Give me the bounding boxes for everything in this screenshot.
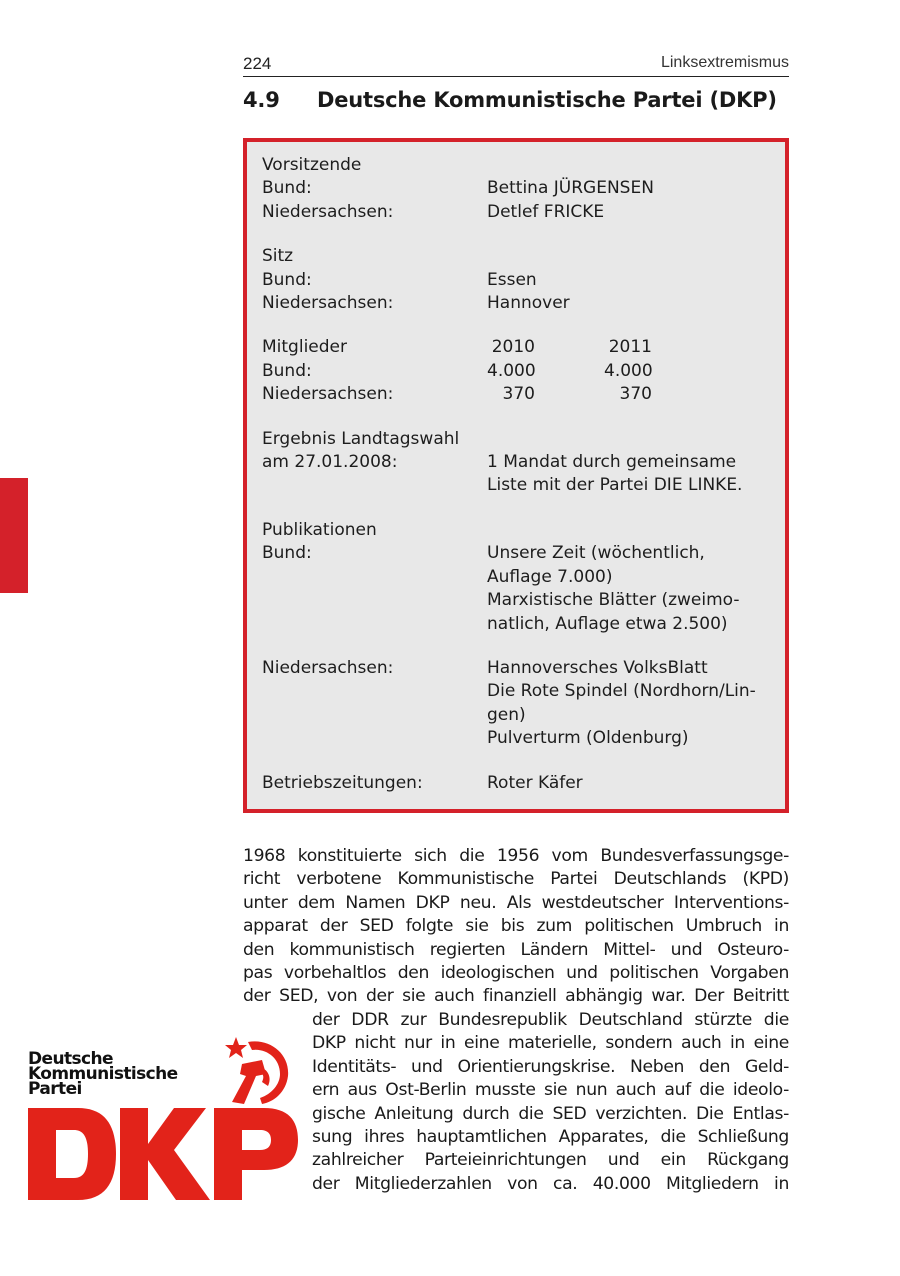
text-line: Identitäts- und Orientierungskrise. Neben den Geld- bbox=[312, 1056, 789, 1077]
row-value: Essen bbox=[487, 269, 537, 290]
page-header bbox=[243, 52, 789, 77]
publication-line: Auflage 7.000) bbox=[487, 566, 613, 587]
company-papers-row bbox=[262, 772, 775, 795]
text-line: pas vorbehaltlos den ideologischen und politischen Vorgaben bbox=[243, 962, 789, 983]
text-line: DKP nicht nur in eine materielle, sondern auch in eine bbox=[312, 1033, 789, 1054]
text-line: unter dem Namen DKP neu. Als westdeutscher Interventions- bbox=[243, 892, 789, 913]
row-label: Bund: bbox=[262, 360, 312, 381]
party-infobox bbox=[243, 138, 789, 813]
hammer-sickle-star-icon bbox=[222, 1034, 294, 1106]
publication-line: natlich, Auflage etwa 2.500) bbox=[487, 613, 728, 634]
text-line: 1968 konstituierte sich die 1956 vom Bundesverfassungsge- bbox=[243, 846, 789, 866]
members-heading: Mitglieder bbox=[262, 337, 347, 358]
text-line: apparat der SED folgte sie bis zum politischen Umbruch in bbox=[243, 916, 789, 937]
page-number: 224 bbox=[243, 54, 272, 73]
publications-heading: Publikationen bbox=[262, 519, 377, 540]
publication-line: Unsere Zeit (wöchentlich, bbox=[487, 543, 705, 564]
publications-state-row bbox=[262, 657, 775, 751]
chairpersons-heading: Vorsitzende bbox=[262, 155, 362, 175]
seat-heading: Sitz bbox=[262, 246, 294, 267]
row-label: Bund: bbox=[262, 543, 312, 564]
publication-line: Pulverturm (Oldenburg) bbox=[487, 728, 689, 749]
text-line: gische Anleitung durch die SED verzichten. Die Entlas- bbox=[312, 1103, 789, 1124]
section-title: Deutsche Kommunistische Partei (DKP) bbox=[317, 88, 777, 112]
text-line: der SED, von der sie auch finanziell abhängig war. Der Beitritt bbox=[243, 986, 789, 1007]
text-line: richt verbotene Kommunistische Partei Deutschlands (KPD) bbox=[243, 869, 789, 890]
section-heading bbox=[243, 88, 777, 112]
members-value: 4.000 bbox=[604, 360, 653, 381]
publication-line: Hannoversches VolksBlatt bbox=[487, 657, 708, 678]
members-value: 4.000 bbox=[487, 360, 536, 381]
publication-line: Marxistische Blätter (zweimo- bbox=[487, 590, 740, 611]
row-label: Bund: bbox=[262, 178, 312, 199]
text-line: sung ihres hauptamtlichen Apparates, die Schließung bbox=[312, 1126, 789, 1147]
publication-line: gen) bbox=[487, 704, 526, 725]
election-group bbox=[262, 428, 775, 498]
row-value: Detlef FRICKE bbox=[487, 201, 605, 222]
row-label: Niedersachsen: bbox=[262, 657, 394, 678]
chair-federal-row bbox=[262, 177, 775, 200]
row-label: Betriebszeitungen: bbox=[262, 772, 423, 793]
logo-text-line: Deutsche bbox=[28, 1049, 113, 1069]
logo-text-line: Kommunistische bbox=[28, 1064, 178, 1084]
row-value: Bettina JÜRGENSEN bbox=[487, 178, 654, 199]
year-2011: 2011 bbox=[608, 337, 652, 358]
publications-group bbox=[262, 519, 775, 636]
dkp-logo bbox=[26, 1034, 301, 1204]
publications-state-group bbox=[262, 657, 775, 751]
chapter-side-tab bbox=[0, 478, 28, 593]
election-result-line: Liste mit der Partei DIE LINKE. bbox=[487, 475, 743, 496]
members-header-row bbox=[262, 336, 775, 359]
logo-wordmark bbox=[28, 1049, 178, 1099]
seat-state-row bbox=[262, 292, 775, 315]
members-value: 370 bbox=[619, 384, 652, 405]
election-heading: Ergebnis Landtagswahl bbox=[262, 428, 460, 449]
text-line: ern aus Ost-Berlin musste sie nun auch auf die ideolo- bbox=[312, 1080, 789, 1101]
year-2010: 2010 bbox=[491, 337, 535, 358]
election-row bbox=[262, 451, 775, 498]
dkp-acronym bbox=[26, 1106, 298, 1202]
text-line: der Mitgliederzahlen von ca. 40.000 Mitgliedern in bbox=[312, 1173, 789, 1194]
publication-line: Die Rote Spindel (Nordhorn/Lin- bbox=[487, 681, 756, 702]
members-federal-row bbox=[262, 360, 775, 383]
row-value: Roter Käfer bbox=[487, 772, 583, 793]
row-label: am 27.01.2008: bbox=[262, 452, 398, 473]
members-state-row bbox=[262, 383, 775, 406]
company-papers-group bbox=[262, 772, 775, 795]
body-paragraph-wrapped bbox=[312, 1009, 789, 1196]
election-result-line: 1 Mandat durch gemeinsame bbox=[487, 452, 737, 473]
section-number: 4.9 bbox=[243, 88, 280, 112]
text-line: den kommunistisch regierten Ländern Mittel- und Osteuro- bbox=[243, 939, 789, 960]
seat-group bbox=[262, 245, 775, 315]
row-label: Niedersachsen: bbox=[262, 293, 394, 314]
seat-federal-row bbox=[262, 269, 775, 292]
publications-federal-row bbox=[262, 542, 775, 636]
row-label: Niedersachsen: bbox=[262, 201, 394, 222]
body-paragraph bbox=[243, 845, 789, 1009]
running-title: Linksextremismus bbox=[660, 54, 789, 71]
row-label: Bund: bbox=[262, 269, 312, 290]
row-label: Niedersachsen: bbox=[262, 384, 394, 405]
chair-state-row bbox=[262, 201, 775, 224]
text-line: zahlreicher Parteieinrichtungen und ein Rückgang bbox=[312, 1150, 789, 1171]
row-value: Hannover bbox=[487, 293, 570, 314]
logo-text-line: Partei bbox=[28, 1079, 82, 1099]
chairpersons-group bbox=[262, 154, 775, 224]
members-value: 370 bbox=[502, 384, 535, 405]
members-group bbox=[262, 336, 775, 406]
text-line: der DDR zur Bundesrepublik Deutschland stürzte die bbox=[312, 1010, 789, 1030]
